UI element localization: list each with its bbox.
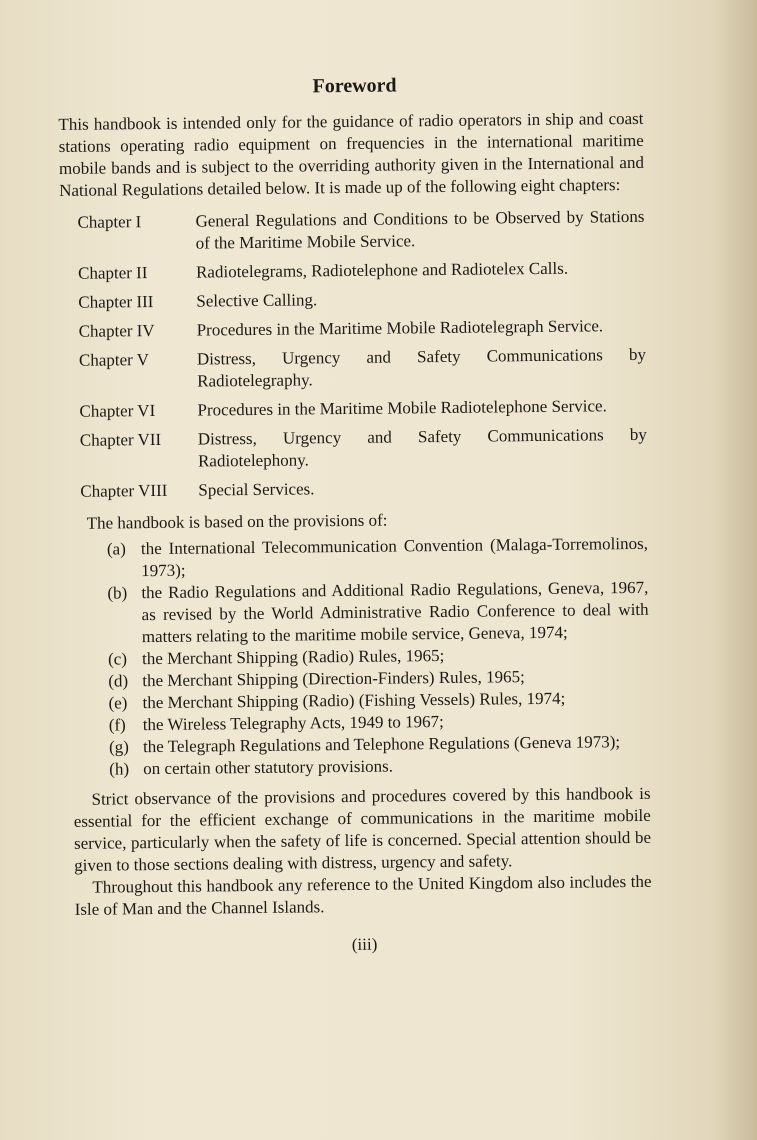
page-content	[58, 72, 652, 959]
provision-text: the Merchant Shipping (Direction-Finders) Rules, 1965;	[142, 667, 525, 691]
chapter-number: Chapter V	[78, 350, 150, 370]
chapter-title: Distress, Urgency and Safety Communications by Radiotelegraphy.	[196, 344, 647, 391]
provision-letter: (a)	[106, 539, 126, 559]
page-number: (iii)	[351, 934, 378, 954]
chapter-title: General Regulations and Conditions to be Observed by Stations of the Maritime Mobile Service.	[195, 206, 645, 253]
chapter-number: Chapter VI	[79, 401, 156, 421]
chapter-number: Chapter I	[77, 212, 142, 232]
page-title: Foreword	[312, 74, 397, 98]
chapter-item	[60, 286, 645, 314]
provision-text: on certain other statutory provisions.	[143, 756, 394, 779]
provision-letter: (g)	[108, 737, 129, 757]
provision-text: the Wireless Telegraphy Acts, 1949 to 1967;	[142, 711, 444, 735]
provision-text: the International Telecommunication Convention (Malaga-Torremolinos, 1973);	[140, 533, 649, 581]
chapter-title: Radiotelegrams, Radiotelephone and Radiotelex Calls.	[195, 258, 569, 282]
provision-letter: (c)	[107, 649, 128, 669]
chapter-item	[62, 475, 647, 503]
chapter-number: Chapter VIII	[80, 480, 168, 501]
provision-letter: (e)	[108, 693, 128, 713]
chapter-item	[62, 424, 647, 474]
provision-item	[65, 753, 650, 781]
provision-letter: (b)	[107, 583, 128, 603]
provision-letter: (h)	[109, 759, 130, 779]
chapter-title: Procedures in the Maritime Mobile Radiotelephone Service.	[197, 396, 607, 420]
chapter-item	[60, 257, 645, 285]
provisions-list	[63, 533, 651, 781]
provision-letter: (d)	[108, 671, 129, 691]
provision-letter: (f)	[108, 715, 126, 735]
provision-text: the Merchant Shipping (Radio) Rules, 1965;	[141, 645, 445, 669]
provision-text: the Merchant Shipping (Radio) (Fishing Vessels) Rules, 1974;	[142, 688, 566, 713]
intro-paragraph: This handbook is intended only for the guidance of radio operators in ship and coast stations operating radio equipment on frequencies in the international maritime mobile bands and is subject to the overriding authority given in the International and National Regulations detailed below. It is made up of the following eight chapters:	[58, 108, 645, 200]
chapter-item	[61, 395, 646, 423]
provisions-intro: The handbook is based on the provisions of:	[86, 510, 388, 533]
provision-item	[63, 533, 648, 583]
chapter-list	[59, 206, 647, 503]
chapter-item	[61, 344, 646, 394]
chapter-title: Procedures in the Maritime Mobile Radiotelegraph Service.	[196, 316, 604, 340]
chapter-title: Distress, Urgency and Safety Communications by Radiotelephony.	[197, 424, 647, 471]
united-kingdom-paragraph: Throughout this handbook any reference to the United Kingdom also includes the Isle of Man and the Channel Islands.	[74, 871, 652, 919]
chapter-number: Chapter III	[78, 292, 154, 312]
provision-text: the Telegraph Regulations and Telephone Regulations (Geneva 1973);	[142, 732, 621, 757]
chapter-number: Chapter VII	[79, 429, 162, 450]
provision-item	[63, 577, 649, 649]
chapter-title: Special Services.	[198, 479, 315, 500]
chapter-title: Selective Calling.	[196, 290, 318, 311]
chapter-item	[59, 206, 644, 256]
chapter-item	[61, 315, 646, 343]
chapter-number: Chapter IV	[78, 321, 155, 341]
observance-paragraph: Strict observance of the provisions and procedures covered by this handbook is essential for the efficient exchange of communications in the maritime mobile service, particularly when the safety of life is concerned. Special attention should be given to those sections dealing with distress, urgency and safety.	[73, 783, 652, 875]
chapter-number: Chapter II	[77, 263, 148, 283]
provision-text: the Radio Regulations and Additional Radio Regulations, Geneva, 1967, as revised by the World Administrative Radio Conference to deal with matters relating to the maritime mobile service, Geneva, 1974;	[141, 577, 649, 647]
